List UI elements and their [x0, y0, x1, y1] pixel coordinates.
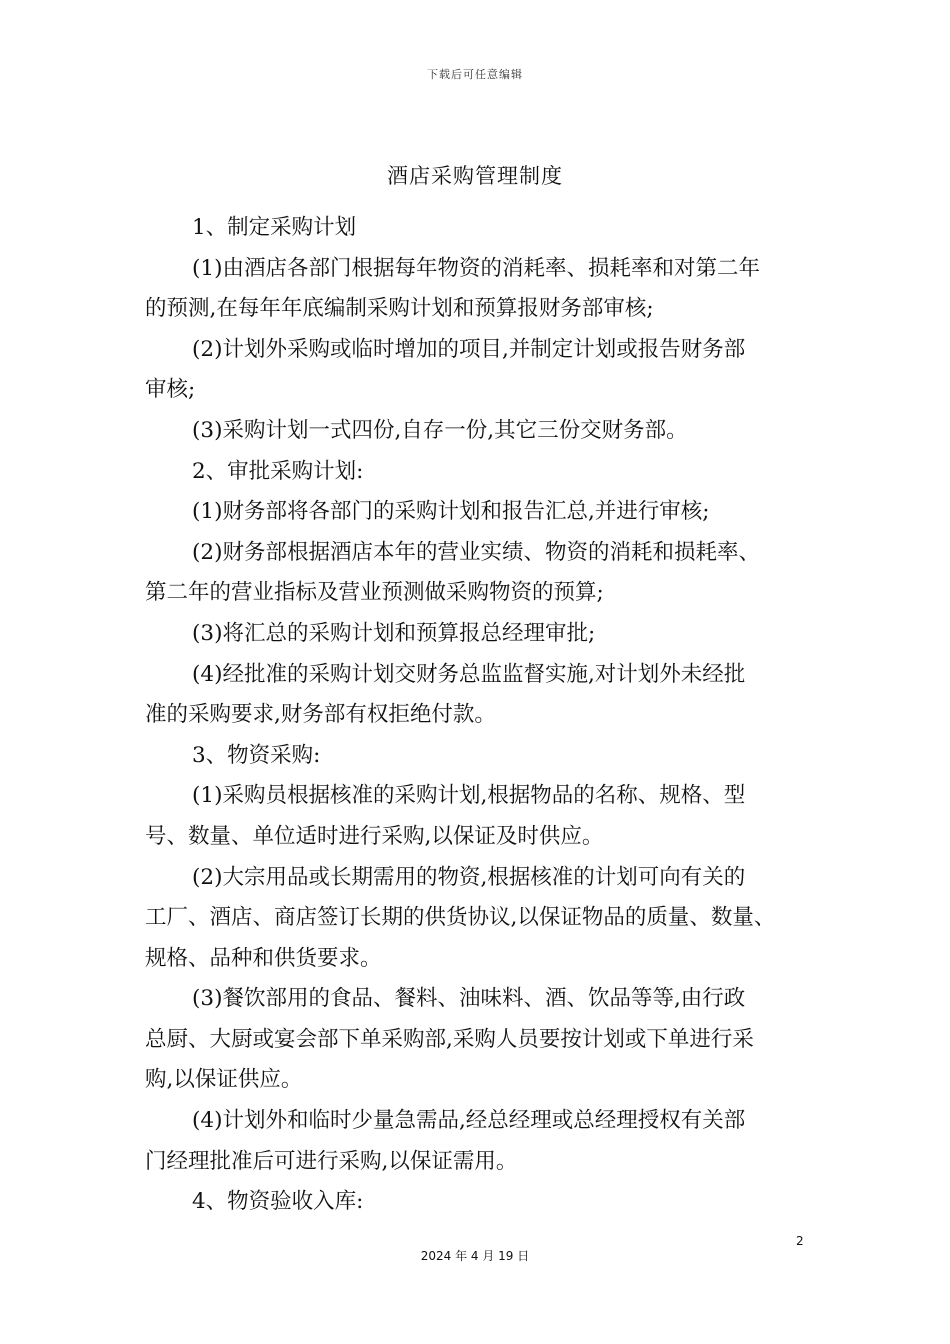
paragraph-line: (3)餐饮部用的食品、餐料、油味料、酒、饮品等等,由行政: [192, 986, 746, 1012]
paragraph: [145, 330, 820, 411]
paragraph-line: 4、物资验收入库:: [192, 1189, 364, 1215]
paragraph-line: 审核;: [145, 377, 196, 403]
paragraph-line: 1、制定采购计划: [192, 215, 357, 240]
paragraph: [145, 614, 820, 655]
paragraph: [145, 208, 820, 249]
paragraph-line: (3)将汇总的采购计划和预算报总经理审批;: [192, 620, 596, 646]
document-body: [145, 208, 820, 1223]
paragraph: [145, 736, 820, 777]
document-title: 酒店采购管理制度: [387, 164, 563, 188]
paragraph: [145, 1101, 820, 1182]
paragraph-line: 号、数量、单位适时进行采购,以保证及时供应。: [145, 823, 604, 849]
paragraph: [145, 655, 820, 736]
paragraph-line: (2)计划外采购或临时增加的项目,并制定计划或报告财务部: [192, 336, 746, 362]
paragraph-line: 3、物资采购:: [192, 742, 321, 768]
paragraph: [145, 492, 820, 533]
paragraph-line: (1)由酒店各部门根据每年物资的消耗率、损耗率和对第二年: [192, 255, 760, 281]
page-number: 2: [796, 1234, 804, 1248]
paragraph: [145, 858, 820, 980]
paragraph-line: (3)采购计划一式四份,自存一份,其它三份交财务部。: [192, 417, 688, 443]
paragraph-line: 规格、品种和供货要求。: [145, 945, 382, 971]
paragraph-line: (4)经批准的采购计划交财务总监监督实施,对计划外未经批: [192, 661, 746, 687]
paragraph: [145, 979, 820, 1101]
paragraph: [145, 411, 820, 452]
paragraph-line: 准的采购要求,财务部有权拒绝付款。: [145, 702, 496, 728]
paragraph-line: 总厨、大厨或宴会部下单采购部,采购人员要按计划或下单进行采: [145, 1026, 754, 1052]
paragraph: [145, 249, 820, 330]
footer-date: 2024 年 4 月 19 日: [420, 1249, 530, 1263]
paragraph-line: (4)计划外和临时少量急需品,经总经理或总经理授权有关部: [192, 1108, 746, 1134]
paragraph-line: (2)财务部根据酒店本年的营业实绩、物资的消耗和损耗率、: [192, 539, 760, 565]
paragraph: [145, 776, 820, 857]
paragraph-line: 购,以保证供应。: [145, 1067, 303, 1093]
paragraph: [145, 533, 820, 614]
paragraph-line: 工厂、酒店、商店签订长期的供货协议,以保证物品的质量、数量、: [145, 905, 776, 931]
paragraph-line: (1)采购员根据核准的采购计划,根据物品的名称、规格、型: [192, 783, 746, 809]
paragraph-line: (2)大宗用品或长期需用的物资,根据核准的计划可向有关的: [192, 864, 746, 890]
paragraph-line: 第二年的营业指标及营业预测做采购物资的预算;: [145, 580, 604, 606]
paragraph-line: 的预测,在每年年底编制采购计划和预算报财务部审核;: [145, 296, 654, 322]
paragraph: [145, 1182, 820, 1223]
paragraph-line: (1)财务部将各部门的采购计划和报告汇总,并进行审核;: [192, 499, 710, 525]
paragraph-line: 门经理批准后可进行采购,以保证需用。: [145, 1148, 518, 1174]
header-note: 下载后可任意编辑: [427, 68, 523, 81]
paragraph: [145, 452, 820, 493]
paragraph-line: 2、审批采购计划:: [192, 458, 364, 484]
